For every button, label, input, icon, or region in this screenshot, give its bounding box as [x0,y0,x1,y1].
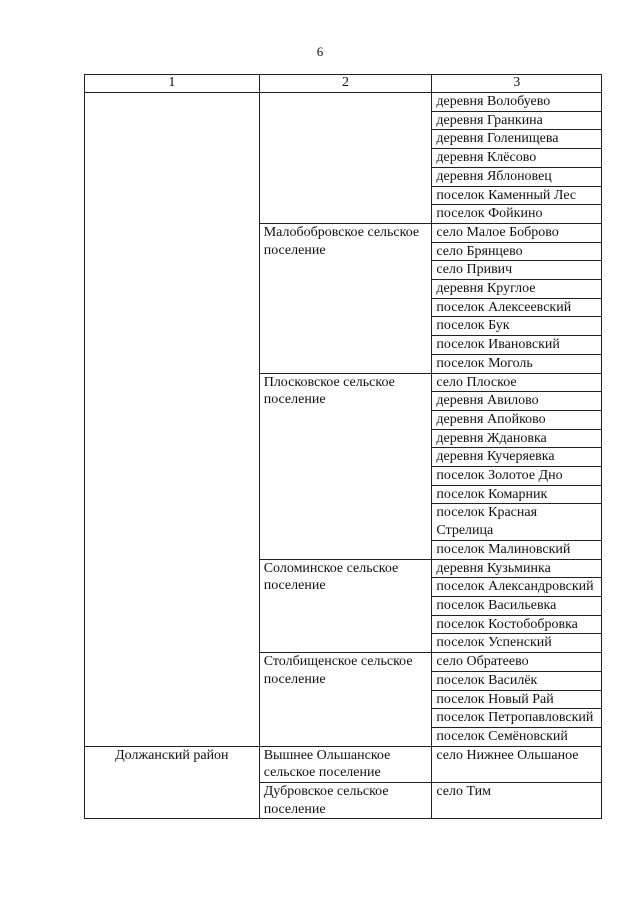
locality-cell: поселок Золотое Дно [432,467,602,486]
locality-cell: поселок Бук [432,317,602,336]
locality-cell: поселок Новый Рай [432,690,602,709]
locality-cell: село Брянцево [432,242,602,261]
locality-cell: село Нижнее Ольшаное [432,746,602,782]
locality-cell: деревня Голенищева [432,130,602,149]
locality-cell: деревня Круглое [432,280,602,299]
locality-cell: поселок Малиновский [432,540,602,559]
locality-cell: деревня Гранкина [432,111,602,130]
settlement-cell [259,93,432,224]
locality-cell: поселок Моголь [432,354,602,373]
locality-cell: деревня Кучеряевка [432,448,602,467]
locality-cell: поселок Успенский [432,634,602,653]
locality-cell: село Плоское [432,373,602,392]
locality-cell: деревня Клёсово [432,149,602,168]
table-row [85,746,602,782]
locality-cell: поселок Ивановский [432,336,602,355]
locality-cell: поселок Фойкино [432,205,602,224]
locality-cell: поселок Комарник [432,485,602,504]
locality-cell: поселок Петропавловский [432,709,602,728]
locality-cell: поселок Костобобровка [432,615,602,634]
locality-cell: поселок Семёновский [432,727,602,746]
settlements-table [84,74,602,819]
table-row [85,93,602,112]
locality-cell: деревня Авилово [432,392,602,411]
header-col-3: 3 [432,75,602,93]
settlement-cell: Столбищенское сельское поселение [259,653,432,747]
locality-cell: деревня Ждановка [432,429,602,448]
locality-cell: поселок Алексеевский [432,298,602,317]
locality-cell: поселок Каменный Лес [432,186,602,205]
settlement-cell: Малобобровское сельское поселение [259,223,432,373]
locality-cell: поселок Красная Стрелица [432,504,602,540]
locality-cell: деревня Кузьминка [432,559,602,578]
district-cell [85,93,260,747]
locality-cell: деревня Яблоновец [432,167,602,186]
table-body [85,93,602,819]
page-number: 6 [316,44,324,59]
locality-cell: деревня Апойково [432,410,602,429]
locality-cell: деревня Волобуево [432,93,602,112]
locality-cell: село Привич [432,261,602,280]
settlement-cell: Соломинское сельское поселение [259,559,432,653]
locality-cell: село Тим [432,783,602,819]
locality-cell: село Малое Боброво [432,223,602,242]
locality-cell: село Обратеево [432,653,602,672]
header-col-1: 1 [85,75,260,93]
locality-cell: поселок Васильевка [432,596,602,615]
locality-cell: поселок Василёк [432,671,602,690]
settlement-cell: Плосковское сельское поселение [259,373,432,559]
table-header-row [85,75,602,93]
district-cell: Должанский район [85,746,260,819]
settlement-cell: Дубровское сельское поселение [259,783,432,819]
settlement-cell: Вышнее Ольшанское сельское поселение [259,746,432,782]
header-col-2: 2 [259,75,432,93]
locality-cell: поселок Александровский [432,578,602,597]
